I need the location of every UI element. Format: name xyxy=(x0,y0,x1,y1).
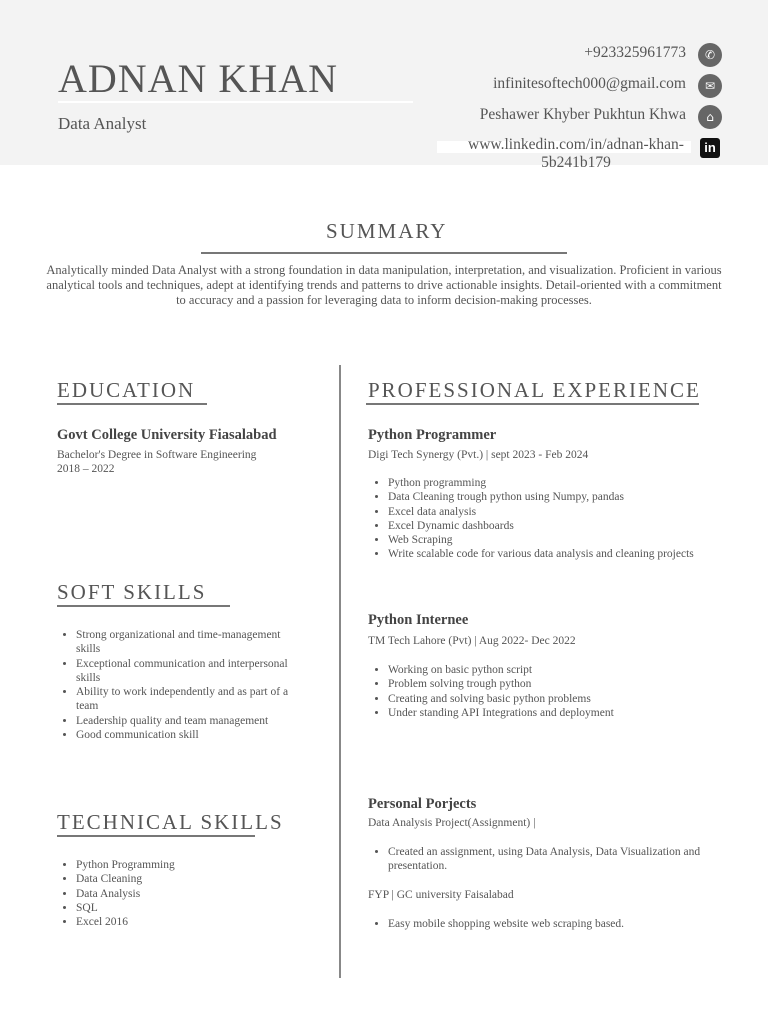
list-item: • Creating and solving basic python problems xyxy=(388,692,733,706)
education-school: Govt College University Fiasalabad xyxy=(57,427,277,443)
job-title: Python Internee xyxy=(368,612,469,628)
project-list xyxy=(369,845,743,874)
summary-text: Analytically minded Data Analyst with a strong foundation in data manipulation, interpretation, and visualization. Proficient in various analytical tools and techniques, adept at identifying trends and patterns to drive actionable insights. Detail-oriented with a commitment to accuracy and a passion for leveraging data to inform decision-making processes. xyxy=(46,263,722,307)
list-item: • Excel 2016 xyxy=(76,915,306,929)
project-meta: FYP | GC university Faisalabad xyxy=(368,889,514,901)
list-item: • Strong organizational and time-management skills xyxy=(76,628,306,657)
soft-skills-list xyxy=(57,628,306,742)
linkedin-icon: in xyxy=(700,138,720,158)
technical-skills-list xyxy=(57,858,306,929)
list-item: • Working on basic python script xyxy=(388,663,733,677)
list-item: • Python programming xyxy=(388,476,733,490)
column-divider xyxy=(339,365,341,978)
list-item: • Data Cleaning trough python using Numpy, pandas xyxy=(388,490,733,504)
list-item: • Data Cleaning xyxy=(76,872,306,886)
phone-text: +923325961773 xyxy=(584,44,686,61)
list-item: • Problem solving trough python xyxy=(388,677,733,691)
linkedin-link[interactable]: www.linkedin.com/in/adnan-khan-5b241b179 xyxy=(468,136,684,171)
location-text: Peshawer Khyber Pukhtun Khwa xyxy=(479,106,686,123)
project-meta: Data Analysis Project(Assignment) | xyxy=(368,817,536,829)
list-item: • Excel data analysis xyxy=(388,505,733,519)
list-item: • Exceptional communication and interpersonal skills xyxy=(76,657,306,686)
technical-skills-heading: TECHNICAL SKILLS xyxy=(57,810,284,834)
phone-icon: ✆ xyxy=(698,43,722,67)
education-degree: Bachelor's Degree in Software Engineering xyxy=(57,449,257,461)
project-list xyxy=(369,917,743,931)
name-divider xyxy=(58,101,413,103)
list-item: • Good communication skill xyxy=(76,728,306,742)
job-meta: TM Tech Lahore (Pvt) | Aug 2022- Dec 2022 xyxy=(368,635,576,647)
soft-skills-rule xyxy=(57,605,230,607)
list-item: • Created an assignment, using Data Analysis, Data Visualization and presentation. xyxy=(388,845,743,874)
summary-heading: SUMMARY xyxy=(326,219,448,243)
job-duties-list xyxy=(369,663,733,720)
job-meta: Digi Tech Synergy (Pvt.) | sept 2023 - Feb 2024 xyxy=(368,449,589,461)
list-item: • Data Analysis xyxy=(76,887,306,901)
job-title: Python Programmer xyxy=(368,427,497,443)
candidate-name: ADNAN KHAN xyxy=(58,56,338,101)
projects-heading: Personal Porjects xyxy=(368,796,477,812)
education-heading: EDUCATION xyxy=(57,378,196,402)
candidate-role: Data Analyst xyxy=(58,114,147,133)
list-item: • Ability to work independently and as part of a team xyxy=(76,685,306,714)
experience-heading: PROFESSIONAL EXPERIENCE xyxy=(368,378,701,402)
list-item: • Under standing API Integrations and deployment xyxy=(388,706,733,720)
list-item: • Python Programming xyxy=(76,858,306,872)
list-item: • SQL xyxy=(76,901,306,915)
experience-rule xyxy=(366,403,699,405)
summary-rule xyxy=(201,252,567,254)
list-item: • Easy mobile shopping website web scraping based. xyxy=(388,917,743,931)
email-icon: ✉ xyxy=(698,74,722,98)
job-duties-list xyxy=(369,476,733,562)
list-item: • Web Scraping xyxy=(388,533,733,547)
soft-skills-heading: SOFT SKILLS xyxy=(57,580,207,604)
home-icon: ⌂ xyxy=(698,105,722,129)
education-rule xyxy=(57,403,207,405)
list-item: • Leadership quality and team management xyxy=(76,714,306,728)
education-years: 2018 – 2022 xyxy=(57,463,115,475)
list-item: • Excel Dynamic dashboards xyxy=(388,519,733,533)
list-item: • Write scalable code for various data analysis and cleaning projects xyxy=(388,547,733,561)
technical-skills-rule xyxy=(57,835,255,837)
email-text[interactable]: infinitesoftech000@gmail.com xyxy=(493,75,686,92)
